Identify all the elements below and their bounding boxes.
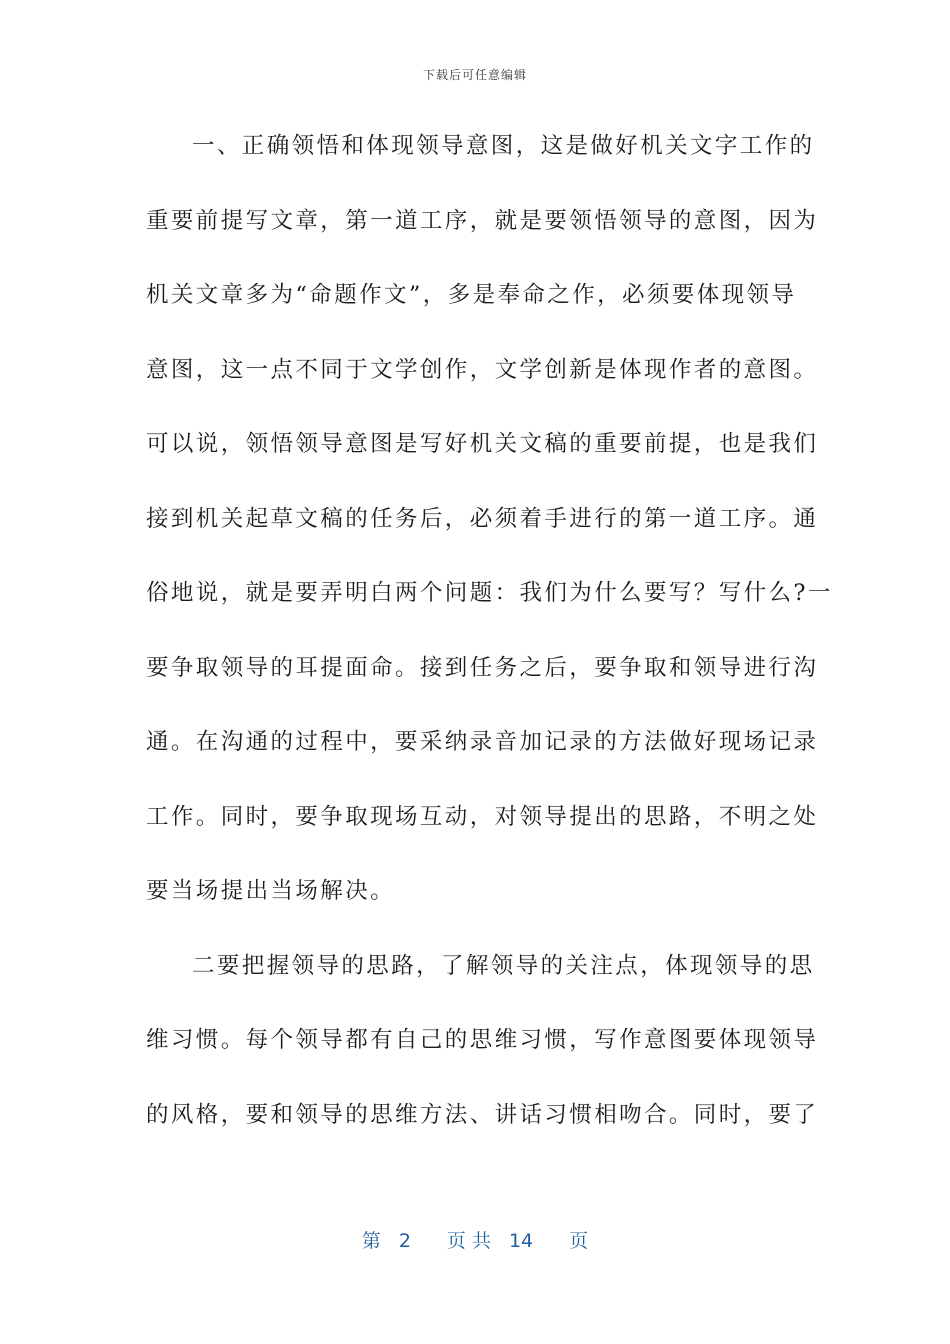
footer-current-page: 2 <box>398 1230 411 1252</box>
paragraph-2-line-2: 维习惯。每个领导都有自己的思维习惯，写作意图要体现领导 <box>146 1027 819 1053</box>
page-footer <box>0 1226 950 1253</box>
paragraph-1-line-10: 工作。同时，要争取现场互动，对领导提出的思路，不明之处 <box>146 803 819 830</box>
paragraph-2-line-3: 的风格，要和领导的思维方法、讲话习惯相吻合。同时，要了 <box>146 1101 819 1128</box>
paragraph-1-line-3: 机关文章多为“命题作文”，多是奉命之作，必须要体现领导 <box>146 282 797 308</box>
paragraph-2-line-1: 二要把握领导的思路，了解领导的关注点，体现领导的思 <box>192 952 815 979</box>
paragraph-1-line-1: 一、正确领悟和体现领导意图，这是做好机关文字工作的 <box>192 133 815 159</box>
footer-suffix: 页 <box>569 1230 589 1252</box>
footer-middle: 页 共 <box>446 1230 491 1252</box>
paragraph-1-line-11: 要当场提出当场解决。 <box>146 878 396 904</box>
paragraph-1-line-2: 重要前提写文章，第一道工序，就是要领悟领导的意图，因为 <box>146 207 819 234</box>
paragraph-1-line-6: 接到机关起草文稿的任务后，必须着手进行的第一道工序。通 <box>146 505 819 532</box>
footer-prefix: 第 <box>361 1230 381 1252</box>
paragraph-1-line-4: 意图，这一点不同于文学创作，文学创新是体现作者的意图。 <box>146 356 819 383</box>
body-text <box>146 124 833 1167</box>
paragraph-1-line-7: 俗地说，就是要弄明白两个问题：我们为什么要写？写什么?一 <box>146 580 833 606</box>
paragraph-1-line-5: 可以说，领悟领导意图是写好机关文稿的重要前提，也是我们 <box>146 431 819 457</box>
header-note: 下载后可任意编辑 <box>422 68 527 82</box>
footer-total-pages: 14 <box>508 1230 534 1252</box>
paragraph-1-line-9: 通。在沟通的过程中，要采纳录音加记录的方法做好现场记录 <box>146 729 819 755</box>
paragraph-1-line-8: 要争取领导的耳提面命。接到任务之后，要争取和领导进行沟 <box>146 654 819 681</box>
